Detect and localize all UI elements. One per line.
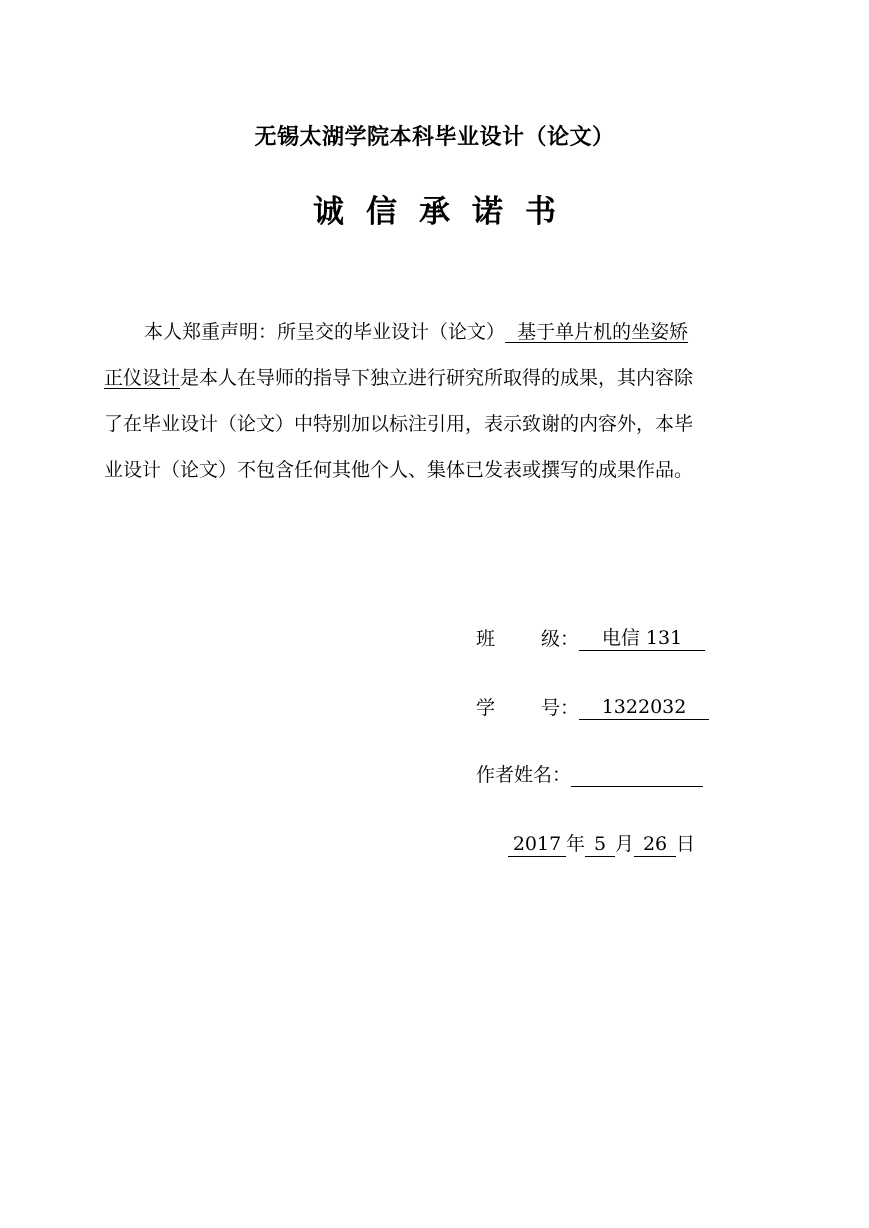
declaration-line: 业设计（论文）不包含任何其他个人、集体已发表或撰写的成果作品。 [104,459,694,481]
school-title: 无锡太湖学院本科毕业设计（论文） [254,125,615,150]
declaration-line [104,355,790,401]
date-day-unit: 日 [676,833,696,855]
student-id-label-suffix: 号： [541,697,580,719]
date-month[interactable]: 5 [585,832,615,857]
signing-date [508,829,695,857]
author-name-field [476,760,703,787]
declaration-line [104,309,790,355]
student-id-field [476,693,709,720]
thesis-title: 基于单片机的坐姿矫 [505,321,689,343]
declaration-text: 是本人在导师的指导下独立进行研究所取得的成果，其内容除 [180,367,694,389]
class-label-suffix: 级： [541,628,580,650]
title-char: 诚 [313,194,344,230]
student-id-value[interactable]: 1322032 [579,695,709,720]
date-day[interactable]: 26 [634,832,676,857]
author-name-value[interactable] [571,762,703,787]
date-year-unit: 年 [566,833,586,855]
document-title [0,186,869,231]
declaration-line: 了在毕业设计（论文）中特别加以标注引用，表示致谢的内容外，本毕 [104,413,694,435]
class-label: 班 [476,628,496,650]
declaration-text: 本人郑重声明：所呈交的毕业设计（论文） [144,321,506,343]
date-year[interactable]: 2017 [508,832,566,857]
title-char: 书 [525,194,556,230]
class-value[interactable]: 电信 131 [579,626,705,651]
student-id-label: 学 [476,697,496,719]
declaration-paragraph [104,309,790,493]
author-name-label: 作者姓名： [476,764,572,786]
thesis-title: 正仪设计 [104,367,181,389]
class-field [476,624,705,651]
title-char: 诺 [472,194,503,230]
date-month-unit: 月 [615,833,635,855]
title-char: 信 [366,194,397,230]
title-char: 承 [419,194,450,230]
